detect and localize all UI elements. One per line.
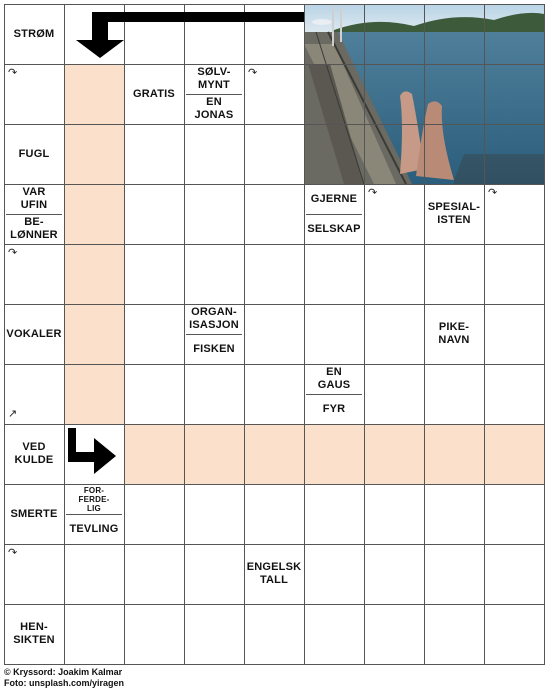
clue-divider: [186, 94, 242, 95]
clue-fugl: FUGL: [18, 147, 50, 160]
grid-line-horizontal: [4, 184, 545, 185]
grid-line-horizontal: [4, 124, 545, 125]
clue-forferdelig: FOR- FERDE- LIG: [78, 485, 110, 513]
clue-organisasjon: ORGAN- ISASJON: [189, 306, 239, 331]
grid-line-vertical: [484, 4, 485, 664]
black-bent-arrow-icon: [76, 12, 304, 58]
corner-hook-arrow-icon: ↷: [248, 67, 258, 79]
corner-hook-arrow-icon: ↷: [488, 187, 498, 199]
clue-fyr: FYR: [322, 402, 346, 415]
clue-divider: [6, 214, 62, 215]
answer-cell[interactable]: [64, 304, 124, 364]
clue-engelsk-tall: ENGELSK TALL: [246, 561, 302, 586]
grid-line-horizontal: [4, 664, 545, 665]
grid-line-vertical: [424, 4, 425, 664]
grid-line-vertical: [4, 4, 5, 664]
grid-line-horizontal: [4, 544, 545, 545]
clue-strom: STRØM: [13, 27, 55, 40]
answer-cell[interactable]: [64, 184, 124, 244]
clue-tevling: TEVLING: [69, 522, 119, 535]
grid-line-vertical: [124, 4, 125, 664]
answer-cell[interactable]: [64, 64, 124, 124]
grid-line-vertical: [64, 4, 65, 664]
corner-hook-arrow-icon: ↷: [368, 187, 378, 199]
answer-cell[interactable]: [64, 244, 124, 304]
answer-cell[interactable]: [64, 364, 124, 424]
grid-line-vertical: [244, 4, 245, 664]
answer-cell[interactable]: [64, 124, 124, 184]
grid-line-horizontal: [4, 304, 545, 305]
grid-line-horizontal: [4, 484, 545, 485]
clue-vokaler: VOKALER: [6, 327, 62, 340]
credits: [4, 667, 124, 689]
clue-hensikten: HEN- SIKTEN: [13, 621, 55, 646]
grid-line-vertical: [544, 4, 545, 664]
grid-line-vertical: [184, 4, 185, 664]
clue-belonner: BE- LØNNER: [10, 216, 58, 241]
grid-line-horizontal: [4, 424, 545, 425]
clue-divider: [306, 214, 362, 215]
grid-line-horizontal: [4, 244, 545, 245]
grid-line-vertical: [364, 4, 365, 664]
clue-gratis: GRATIS: [133, 87, 175, 100]
grid-line-vertical: [304, 4, 305, 664]
clue-divider: [306, 394, 362, 395]
clue-smerte: SMERTE: [10, 507, 58, 520]
clue-divider: [66, 514, 122, 515]
clue-solvmynt: SØLV- MYNT: [197, 66, 231, 91]
corner-hook-arrow-icon: ↷: [8, 247, 18, 259]
clue-divider: [186, 334, 242, 335]
clue-spesialisten: SPESIAL- ISTEN: [427, 201, 481, 226]
grid-line-horizontal: [4, 604, 545, 605]
clue-var-ufin: VAR UFIN: [20, 186, 48, 211]
clue-selskap: SELSKAP: [307, 222, 361, 235]
crossword-grid: [4, 4, 544, 664]
black-bent-arrow-icon: [68, 428, 116, 474]
grid-line-horizontal: [4, 64, 545, 65]
grid-line-horizontal: [4, 364, 545, 365]
clue-gjerne: GJERNE: [310, 192, 358, 205]
clue-pikenavn: PIKE- NAVN: [438, 321, 470, 346]
credit-crossword: © Kryssord: Joakim Kalmar: [4, 667, 123, 677]
corner-hook-arrow-icon: ↷: [8, 547, 18, 559]
clue-en-jonas: EN JONAS: [194, 96, 234, 121]
corner-hook-arrow-icon: ↷: [8, 67, 18, 79]
clue-ved-kulde: VED KULDE: [14, 441, 54, 466]
clue-fisken: FISKEN: [193, 342, 235, 355]
clue-en-gaus: EN GAUS: [317, 366, 351, 391]
corner-hook-arrow-icon: ↗: [8, 408, 18, 420]
credit-photo: Foto: unsplash.com/yiragen: [4, 678, 125, 688]
answer-cell[interactable]: [124, 424, 544, 484]
grid-line-horizontal: [4, 4, 545, 5]
